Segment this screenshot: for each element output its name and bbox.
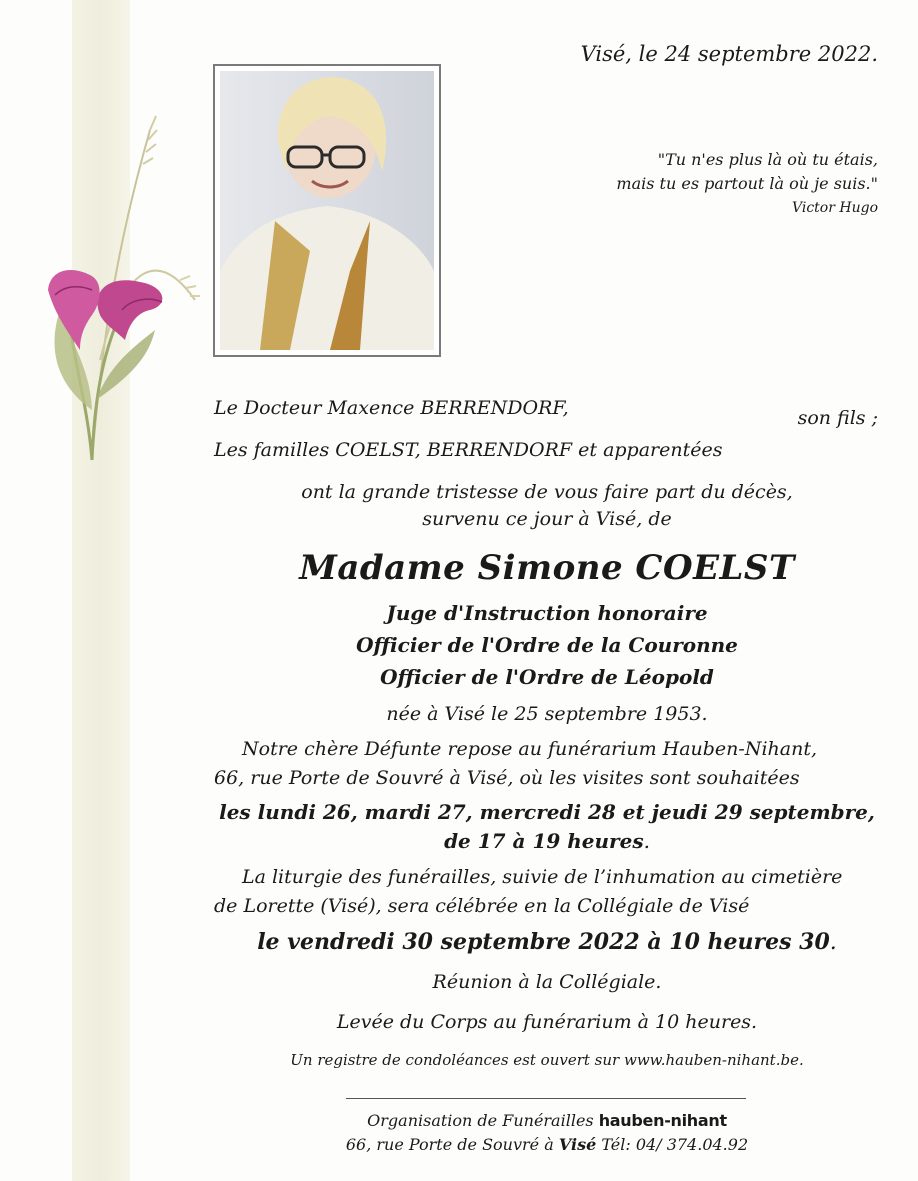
birth-line: née à Visé le 25 septembre 1953.	[386, 703, 708, 725]
hauben-nihant-logo: hauben-nihant	[598, 1111, 727, 1130]
visits-line-2: 66, rue Porte de Souvré à Visé, où les visites sont souhaitées	[214, 767, 800, 789]
deceased-title-1: Juge d'Instruction honoraire	[386, 601, 708, 625]
portrait-frame	[213, 64, 441, 357]
visits-hours: de 17 à 19 heures	[444, 829, 644, 853]
quote-line-2: mais tu es partout là où je suis."	[616, 174, 878, 193]
deceased-title-2: Officier de l'Ordre de la Couronne	[356, 633, 738, 657]
families-line: Les familles COELST, BERRENDORF et apparentées	[214, 439, 723, 461]
footer-organisation	[214, 1111, 880, 1130]
footer-city: Visé	[558, 1135, 597, 1154]
visits-line-1: Notre chère Défunte repose au funérarium Hauben-Nihant,	[242, 738, 818, 760]
visits-days: les lundi 26, mardi 27, mercredi 28 et jeudi 29 septembre,	[219, 800, 875, 824]
deceased-title-3: Officier de l'Ordre de Léopold	[380, 665, 714, 689]
meeting-line: Réunion à la Collégiale.	[432, 971, 662, 993]
announcement-line-1: ont la grande tristesse de vous faire part du décès,	[301, 481, 793, 503]
registry-line: Un registre de condoléances est ouvert sur www.hauben-nihant.be.	[290, 1051, 804, 1069]
visits-hours-end: .	[643, 829, 650, 853]
funeral-line-2: de Lorette (Visé), sera célébrée en la Collégiale de Visé	[214, 895, 750, 917]
date-line: Visé, le 24 septembre 2022.	[580, 42, 878, 66]
calla-lily-illustration	[30, 110, 210, 470]
footer-address	[214, 1135, 880, 1154]
son-relation: son fils ;	[797, 407, 878, 429]
footer-street: 66, rue Porte de Souvré à	[345, 1135, 554, 1154]
portrait-photo	[220, 71, 434, 350]
funeral-date-end: .	[829, 930, 837, 955]
son-name: Le Docteur Maxence BERRENDORF,	[214, 397, 569, 419]
quote-author: Victor Hugo	[792, 200, 878, 216]
footer-phone: Tél: 04/ 374.04.92	[601, 1135, 749, 1154]
footer-org-label: Organisation de Funérailles	[367, 1111, 594, 1130]
funeral-line-1: La liturgie des funérailles, suivie de l’inhumation au cimetière	[242, 866, 843, 888]
announcement-line-2: survenu ce jour à Visé, de	[422, 508, 672, 530]
visits-hours-line	[214, 829, 880, 853]
quote-line-1: "Tu n'es plus là où tu étais,	[657, 150, 878, 169]
funeral-date-line	[214, 929, 880, 955]
funeral-date: le vendredi 30 septembre 2022 à 10 heures 30	[257, 929, 830, 955]
deceased-name: Madame Simone COELST	[299, 548, 795, 588]
levee-line: Levée du Corps au funérarium à 10 heures.	[336, 1011, 758, 1033]
footer-divider	[346, 1098, 746, 1099]
quote-block	[616, 148, 878, 220]
